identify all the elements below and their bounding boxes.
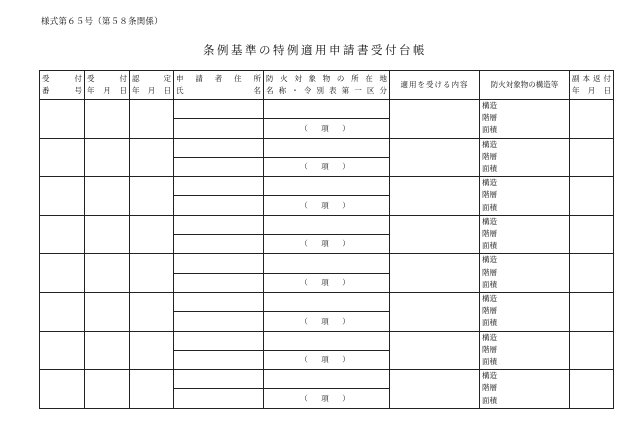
structure-cell[interactable] bbox=[480, 292, 570, 331]
use-classification-cell[interactable] bbox=[264, 196, 390, 215]
receipt-date-cell[interactable] bbox=[85, 254, 130, 293]
receipt-date-cell[interactable] bbox=[85, 138, 130, 177]
structure-label: 構造 bbox=[482, 332, 497, 342]
structure-label: 構造 bbox=[482, 255, 497, 265]
applied-content-cell[interactable] bbox=[390, 254, 480, 293]
ledger-body bbox=[40, 100, 614, 409]
applicant-name-cell[interactable] bbox=[174, 157, 264, 176]
form-code: 様式第６５号（第５８条関係） bbox=[41, 17, 163, 27]
structure-cell[interactable] bbox=[480, 254, 570, 293]
location-cell[interactable] bbox=[264, 100, 390, 119]
classification-label: （ 項 ） bbox=[300, 316, 353, 326]
structure-label: 面積 bbox=[482, 356, 497, 366]
table-row bbox=[40, 254, 614, 273]
applied-content-cell[interactable] bbox=[390, 331, 480, 370]
receipt-date-cell[interactable] bbox=[85, 370, 130, 409]
header-applicant: 申 請 者 住 所 氏 名 bbox=[174, 71, 264, 100]
structure-label: 面積 bbox=[482, 318, 497, 328]
table-row bbox=[40, 138, 614, 157]
header-row bbox=[40, 71, 614, 100]
location-cell[interactable] bbox=[264, 138, 390, 157]
applicant-address-cell[interactable] bbox=[174, 292, 264, 311]
approval-date-cell[interactable] bbox=[130, 254, 174, 293]
structure-cell[interactable] bbox=[480, 100, 570, 139]
structure-label: 階層 bbox=[482, 383, 497, 393]
applicant-address-cell[interactable] bbox=[174, 331, 264, 350]
receipt-date-cell[interactable] bbox=[85, 292, 130, 331]
copy-return-date-cell[interactable] bbox=[570, 138, 614, 177]
receipt-date-cell[interactable] bbox=[85, 215, 130, 254]
copy-return-date-cell[interactable] bbox=[570, 215, 614, 254]
classification-label: （ 項 ） bbox=[300, 239, 353, 249]
applicant-name-cell[interactable] bbox=[174, 119, 264, 138]
use-classification-cell[interactable] bbox=[264, 273, 390, 292]
location-cell[interactable] bbox=[264, 215, 390, 234]
classification-label: （ 項 ） bbox=[300, 123, 353, 133]
applied-content-cell[interactable] bbox=[390, 177, 480, 216]
structure-label: 面積 bbox=[482, 241, 497, 251]
applicant-address-cell[interactable] bbox=[174, 138, 264, 157]
structure-label: 面積 bbox=[482, 125, 497, 135]
copy-return-date-cell[interactable] bbox=[570, 254, 614, 293]
copy-return-date-cell[interactable] bbox=[570, 292, 614, 331]
table-row bbox=[40, 215, 614, 234]
copy-return-date-cell[interactable] bbox=[570, 370, 614, 409]
copy-return-date-cell[interactable] bbox=[570, 100, 614, 139]
classification-label: （ 項 ） bbox=[300, 355, 353, 365]
applicant-name-cell[interactable] bbox=[174, 312, 264, 331]
receipt-number-cell[interactable] bbox=[40, 177, 85, 216]
use-classification-cell[interactable] bbox=[264, 312, 390, 331]
header-receipt-number: 受 付 番 号 bbox=[40, 71, 85, 100]
structure-label: 面積 bbox=[482, 279, 497, 289]
applicant-name-cell[interactable] bbox=[174, 235, 264, 254]
structure-cell[interactable] bbox=[480, 138, 570, 177]
approval-date-cell[interactable] bbox=[130, 370, 174, 409]
applied-content-cell[interactable] bbox=[390, 138, 480, 177]
applied-content-cell[interactable] bbox=[390, 370, 480, 409]
structure-label: 階層 bbox=[482, 306, 497, 316]
header-approval-date: 認 定 年 月 日 bbox=[130, 71, 174, 100]
approval-date-cell[interactable] bbox=[130, 138, 174, 177]
receipt-date-cell[interactable] bbox=[85, 177, 130, 216]
approval-date-cell[interactable] bbox=[130, 100, 174, 139]
location-cell[interactable] bbox=[264, 254, 390, 273]
receipt-number-cell[interactable] bbox=[40, 215, 85, 254]
header-copy-return: 副本返付 年 月 日 bbox=[570, 71, 614, 100]
structure-label: 面積 bbox=[482, 202, 497, 212]
applicant-address-cell[interactable] bbox=[174, 100, 264, 119]
location-cell[interactable] bbox=[264, 331, 390, 350]
table-row bbox=[40, 292, 614, 311]
location-cell[interactable] bbox=[264, 292, 390, 311]
receipt-number-cell[interactable] bbox=[40, 100, 85, 139]
header-receipt-date: 受 付 年 月 日 bbox=[85, 71, 130, 100]
receipt-number-cell[interactable] bbox=[40, 370, 85, 409]
applicant-name-cell[interactable] bbox=[174, 389, 264, 408]
receipt-number-cell[interactable] bbox=[40, 254, 85, 293]
table-row bbox=[40, 100, 614, 119]
use-classification-cell[interactable] bbox=[264, 235, 390, 254]
applied-content-cell[interactable] bbox=[390, 100, 480, 139]
table-row bbox=[40, 370, 614, 389]
receipt-number-cell[interactable] bbox=[40, 331, 85, 370]
applied-content-cell[interactable] bbox=[390, 215, 480, 254]
applicant-address-cell[interactable] bbox=[174, 370, 264, 389]
applicant-name-cell[interactable] bbox=[174, 350, 264, 369]
structure-label: 階層 bbox=[482, 344, 497, 354]
structure-label: 階層 bbox=[482, 228, 497, 238]
copy-return-date-cell[interactable] bbox=[570, 331, 614, 370]
structure-label: 構造 bbox=[482, 101, 497, 110]
header-location: 防火対象物の所在地 名称・令別表第一区分 bbox=[264, 71, 390, 100]
copy-return-date-cell[interactable] bbox=[570, 177, 614, 216]
location-cell[interactable] bbox=[264, 177, 390, 196]
use-classification-cell[interactable] bbox=[264, 350, 390, 369]
structure-cell[interactable] bbox=[480, 215, 570, 254]
structure-label: 構造 bbox=[482, 139, 497, 149]
applicant-address-cell[interactable] bbox=[174, 215, 264, 234]
structure-label: 面積 bbox=[482, 395, 497, 405]
classification-label: （ 項 ） bbox=[300, 200, 353, 210]
structure-cell[interactable] bbox=[480, 331, 570, 370]
receipt-date-cell[interactable] bbox=[85, 331, 130, 370]
use-classification-cell[interactable] bbox=[264, 119, 390, 138]
receipt-number-cell[interactable] bbox=[40, 138, 85, 177]
structure-label: 面積 bbox=[482, 163, 497, 173]
structure-label: 構造 bbox=[482, 371, 497, 381]
structure-cell[interactable] bbox=[480, 370, 570, 409]
structure-label: 階層 bbox=[482, 113, 497, 123]
structure-label: 構造 bbox=[482, 216, 497, 226]
applicant-name-cell[interactable] bbox=[174, 196, 264, 215]
approval-date-cell[interactable] bbox=[130, 215, 174, 254]
approval-date-cell[interactable] bbox=[130, 292, 174, 331]
structure-label: 構造 bbox=[482, 178, 497, 188]
approval-date-cell[interactable] bbox=[130, 331, 174, 370]
table-row bbox=[40, 331, 614, 350]
structure-label: 階層 bbox=[482, 190, 497, 200]
classification-label: （ 項 ） bbox=[300, 162, 353, 172]
structure-label: 階層 bbox=[482, 267, 497, 277]
applied-content-cell[interactable] bbox=[390, 292, 480, 331]
structure-label: 階層 bbox=[482, 151, 497, 161]
structure-label: 構造 bbox=[482, 293, 497, 303]
structure-cell[interactable] bbox=[480, 177, 570, 216]
receipt-number-cell[interactable] bbox=[40, 292, 85, 331]
applicant-address-cell[interactable] bbox=[174, 254, 264, 273]
approval-date-cell[interactable] bbox=[130, 177, 174, 216]
table-row bbox=[40, 177, 614, 196]
page-title: 条例基準の特例適用申請書受付台帳 bbox=[203, 43, 427, 57]
classification-label: （ 項 ） bbox=[300, 393, 353, 403]
header-structure: 防火対象物の構造等 bbox=[480, 71, 570, 100]
applicant-name-cell[interactable] bbox=[174, 273, 264, 292]
classification-label: （ 項 ） bbox=[300, 278, 353, 288]
location-cell[interactable] bbox=[264, 370, 390, 389]
applicant-address-cell[interactable] bbox=[174, 177, 264, 196]
header-applied-content: 適用を受ける内容 bbox=[390, 71, 480, 100]
receipt-date-cell[interactable] bbox=[85, 100, 130, 139]
use-classification-cell[interactable] bbox=[264, 389, 390, 408]
ledger-table bbox=[39, 70, 614, 409]
use-classification-cell[interactable] bbox=[264, 157, 390, 176]
